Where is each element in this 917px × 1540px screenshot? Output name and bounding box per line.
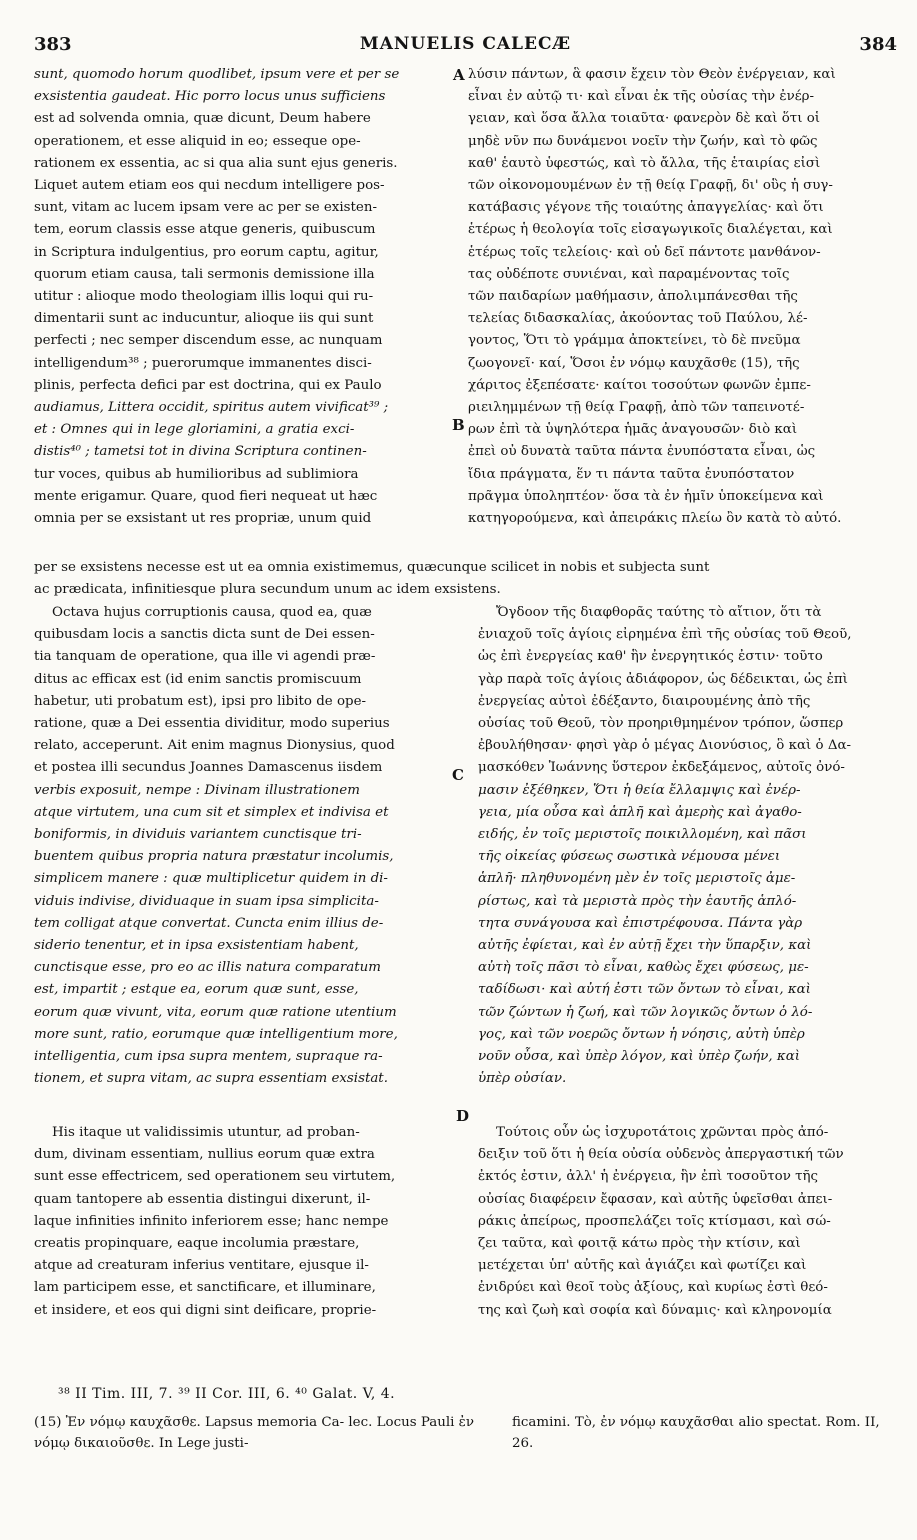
text-line: et : Omnes qui in lege gloriamini, a gratia exci- <box>34 422 355 438</box>
text-line: οὐσίας διαφέρειν ἔφασαν, καὶ αὐτῆς ὑφεῖσθαι ἀπει- <box>478 1191 833 1207</box>
text-line: ἑτέρως τοῖς τελείοις· καὶ οὐ δεῖ πάντοτε μανθάνον- <box>468 244 821 260</box>
text-line: μασιν ἐξέθηκεν, Ὅτι ἡ θεία ἔλλαμψις καὶ ἐνέρ- <box>478 782 801 798</box>
text-line: buentem quibus propria natura præstatur incolumis, <box>34 849 394 865</box>
text-line: τητα συνάγουσα καὶ ἐπιστρέφουσα. Πάντα γὰρ <box>478 915 803 931</box>
text-line: Τούτοις οὖν ὡς ἰσχυροτάτοις χρῶνται πρὸς ἀπό- <box>496 1125 829 1140</box>
text-line: cunctisque esse, pro eo ac illis natura comparatum <box>34 960 381 976</box>
text-line: ρων ἐπὶ τὰ ὑψηλότερα ἡμᾶς ἀναγουσῶν· διὸ καὶ <box>468 422 798 438</box>
text-line: viduis indivise, dividuaque in suam ipsa simplicita- <box>34 893 379 909</box>
margin-marker-a: A <box>453 66 465 84</box>
text-line: tur voces, quibus ab humilioribus ad sublimiora <box>34 466 359 482</box>
text-line: λύσιν πάντων, ἃ φασιν ἔχειν τὸν Θεὸν ἐνέργειαν, καὶ <box>468 67 836 82</box>
text-line: ὡς ἐπὶ ἐνεργείας καθ' ἣν ἐνεργητικός ἐστιν· τοῦτο <box>478 649 823 665</box>
text-line: μασκόθεν Ἰωάννης ὕστερον ἐκδεξάμενος, αὐτοῖς ὀνό- <box>478 760 845 776</box>
text-line: γοντος, Ὅτι τὸ γράμμα ἀποκτείνει, τὸ δὲ πνεῦμα <box>468 333 801 349</box>
text-line: αὐτὴ τοῖς πᾶσι τὸ εἶναι, καθὼς ἔχει φύσεως, με- <box>478 960 809 976</box>
text-line: eorum quæ vivunt, vita, eorum quæ ratione utentium <box>34 1004 397 1020</box>
text-line: operationem, et esse aliquid in eo; esseque ope- <box>34 133 361 149</box>
text-line: μετέχεται ὑπ' αὐτῆς καὶ ἁγιάζει καὶ φωτίζει καὶ <box>478 1258 807 1274</box>
text-line: νοῦν οὖσα, καὶ ὑπὲρ λόγον, καὶ ὑπὲρ ζωήν, καὶ <box>478 1049 801 1065</box>
text-line: Liquet autem etiam eos qui necdum intelligere pos- <box>34 178 385 194</box>
text-line: intelligentia, cum ipsa supra mentem, supraque ra- <box>34 1049 383 1065</box>
latin-column-top <box>34 64 464 530</box>
text-line: τῆς οἰκείας φύσεως σωστικὰ νέμουσα μένει <box>478 849 781 865</box>
text-line: Octava hujus corruptionis causa, quod ea, quæ <box>52 605 372 620</box>
text-line: verbis exposuit, nempe : Divinam illustrationem <box>34 782 360 798</box>
text-line: rationem ex essentia, ac si qua alia sunt ejus generis. <box>34 155 398 171</box>
text-line: πρᾶγμα ὑποληπτέον· ὅσα τὰ ἐν ἡμῖν ὑποκείμενα καὶ <box>468 488 824 504</box>
text-line: κατάβασις γέγονε τῆς τοιαύτης ἀπαγγελίας· καὶ ὅτι <box>468 200 824 216</box>
text-line: γος, καὶ τῶν νοερῶς ὄντων ἡ νόησις, αὐτὴ ὑπὲρ <box>478 1026 805 1042</box>
text-line: κατηγορούμενα, καὶ ἀπειράκις πλείω ὂν κατὰ τὸ αὐτό. <box>468 511 842 527</box>
text-line: τῶν παιδαρίων μαθήμασιν, ἀπολιμπάνεσθαι τῆς <box>468 289 798 305</box>
text-line: ratione, quæ a Dei essentia dividitur, modo superius <box>34 716 390 732</box>
text-line: εἶναι ἐν αὐτῷ τι· καὶ εἶναι ἐκ τῆς οὐσίας τὴν ἐνέρ- <box>468 89 815 105</box>
margin-marker-d: D <box>456 1107 470 1125</box>
text-line: Ὄγδοον τῆς διαφθορᾶς ταύτης τὸ αἴτιον, ὅτι τὰ <box>496 605 822 620</box>
text-line: μηδὲ νῦν πω δυνάμενοι νοεῖν τὴν ζωήν, καὶ τὸ φῶς <box>468 133 818 149</box>
text-line: et postea illi secundus Joannes Damascenus iisdem <box>34 760 383 776</box>
text-line: omnia per se exsistant ut res propriæ, unum quid <box>34 511 372 527</box>
text-line: ἴδια πράγματα, ἕν τι πάντα ταῦτα ἐνυπόστατον <box>468 466 795 482</box>
text-line: boniformis, in dividuis variantem cunctisque tri- <box>34 827 362 843</box>
text-line: atque ad creaturam inferius ventitare, ejusque il- <box>34 1258 369 1274</box>
text-line: ζει ταῦτα, καὶ φοιτᾷ κάτω πρὸς τὴν κτίσιν, καὶ <box>478 1236 801 1252</box>
text-line: τελείας διδασκαλίας, ἀκούοντας τοῦ Παύλου, λέ- <box>468 311 808 327</box>
text-line: tem colligat atque convertat. Cuncta enim illius de- <box>34 915 384 931</box>
text-line: οὐσίας τοῦ Θεοῦ, τὸν προηριθμημένον τρόπον, ὥσπερ <box>478 716 844 732</box>
text-line: ἐνεργείας αὐτοὶ ἐδέξαντο, διαιρουμένης ἀπὸ τῆς <box>478 693 811 709</box>
text-line: sunt, vitam ac lucem ipsam vere ac per se existen- <box>34 200 377 216</box>
text-line: ειδής, ἐν τοῖς μεριστοῖς ποικιλλομένη, καὶ πᾶσι <box>478 827 807 843</box>
running-title: MANUELIS CALECÆ <box>359 34 572 54</box>
text-line: audiamus, Littera occidit, spiritus autem vivificat³⁹ ; <box>34 400 389 416</box>
text-line: γεια, μία οὖσα καὶ ἁπλῆ καὶ ἀμερὴς καὶ ἀγαθο- <box>478 804 802 820</box>
text-line: sunt esse effectricem, sed operationem seu virtutem, <box>34 1169 396 1185</box>
full-width-text <box>34 557 884 601</box>
page-header <box>34 34 897 62</box>
margin-marker-b: B <box>452 416 465 434</box>
text-line: τας οὐδέποτε συνιέναι, καὶ παραμένοντας τοῖς <box>468 266 790 282</box>
greek-column-middle <box>478 602 882 1090</box>
greek-column-bottom <box>478 1122 882 1322</box>
text-line: τῶν οἰκονομουμένων ἐν τῇ θείᾳ Γραφῇ, δι' οὓς ἡ συγ- <box>468 178 833 194</box>
text-line: χάριτος ἐξεπέσατε· καίτοι τοσούτων φωνῶν ἐμπε- <box>468 377 811 393</box>
text-line: ἐκτός ἐστιν, ἀλλ' ἡ ἐνέργεια, ἣν ἐπὶ τοσοῦτον τῆς <box>478 1169 819 1185</box>
text-line: et insidere, et eos qui digni sint deificare, proprie- <box>34 1302 377 1318</box>
text-line: quorum etiam causa, tali sermonis demissione illa <box>34 266 375 282</box>
latin-column-bottom <box>34 1122 454 1322</box>
text-line: mente erigamur. Quare, quod fieri nequeat ut hæc <box>34 488 378 504</box>
text-line: tem, eorum classis esse atque generis, quibuscum <box>34 222 376 238</box>
text-line: est ad solvenda omnia, quæ dicunt, Deum habere <box>34 111 371 127</box>
text-line: distis⁴⁰ ; tametsi tot in divina Scriptura continen- <box>34 444 367 460</box>
text-line: δειξιν τοῦ ὅτι ἡ θεία οὐσία οὐδενὸς ἀπεργαστική τῶν <box>478 1147 844 1163</box>
text-line: perfecti ; nec semper discendum esse, ac nunquam <box>34 333 383 349</box>
text-line: ditus ac efficax est (id enim sanctis promiscuum <box>34 671 362 687</box>
text-line: ac prædicata, infinitiesque plura secundum unum ac idem exsistens. <box>34 582 501 598</box>
text-line: habetur, uti probatum est), ipsi pro libito de ope- <box>34 693 367 709</box>
text-line: intelligendum³⁸ ; puerorumque immanentes disci- <box>34 355 372 371</box>
text-line: ἑτέρως ἡ θεολογία τοῖς εἰσαγωγικοῖς διαλέγεται, καὶ <box>468 222 833 238</box>
text-line: ζωογονεῖ· καί, Ὅσοι ἐν νόμῳ καυχᾶσθε (15), τῆς <box>468 355 800 371</box>
text-line: ριειλημμένων τῇ θείᾳ Γραφῇ, ἀπὸ τῶν ταπεινοτέ- <box>468 400 805 416</box>
text-line: sunt, quomodo horum quodlibet, ipsum vere et per se <box>34 67 400 82</box>
greek-column-top <box>468 64 881 530</box>
text-line: per se exsistens necesse est ut ea omnia existimemus, quæcunque scilicet in nobis et subjecta sunt <box>34 560 710 575</box>
editorial-note-right: ficamini. Τὸ, ἐν νόμῳ καυχᾶσθαι alio spectat. Rom. II, 26. <box>512 1415 880 1451</box>
text-line: creatis propinquare, eaque incolumia præstare, <box>34 1236 360 1252</box>
text-line: ἐνιαχοῦ τοῖς ἁγίοις εἰρημένα ἐπὶ τῆς οὐσίας τοῦ Θεοῦ, <box>478 627 852 643</box>
text-line: quam tantopere ab essentia distingui dixerunt, il- <box>34 1191 371 1207</box>
text-line: lam participem esse, et sanctificare, et illuminare, <box>34 1280 376 1296</box>
text-line: της καὶ ζωὴ καὶ σοφία καὶ δύναμις· καὶ κληρονομία <box>478 1302 832 1318</box>
text-line: τῶν ζώντων ἡ ζωή, καὶ τῶν λογικῶς ὄντων ὁ λό- <box>478 1004 813 1020</box>
margin-marker-c: C <box>452 766 464 784</box>
text-line: dum, divinam essentiam, nullius eorum quæ extra <box>34 1147 375 1163</box>
text-line: exsistentia gaudeat. Hic porro locus unus sufficiens <box>34 89 386 105</box>
text-line: καθ' ἑαυτὸ ὑφεστώς, καὶ τὸ ἄλλα, τῆς ἑταιρίας εἰσὶ <box>468 155 821 171</box>
text-line: αὐτῆς ἐφίεται, καὶ ἐν αὐτῇ ἔχει τὴν ὕπαρξιν, καὶ <box>478 938 812 954</box>
latin-column-middle <box>34 602 454 1090</box>
text-line: relato, acceperunt. Ait enim magnus Dionysius, quod <box>34 738 395 754</box>
text-line: simplicem manere : quæ multiplicetur quidem in di- <box>34 871 388 887</box>
text-line: ράκις ἀπείρως, προσπελάζει τοῖς κτίσμασι, καὶ σώ- <box>478 1213 831 1229</box>
text-line: laque infinities infinito inferiorem esse; hanc nempe <box>34 1213 389 1229</box>
text-line: siderio tenentur, et in ipsa exsistentiam habent, <box>34 938 359 954</box>
text-line: more sunt, ratio, eorumque quæ intelligentium more, <box>34 1026 398 1042</box>
footnotes: ³⁸ II Tim. III, 7. ³⁹ II Cor. III, 6. ⁴⁰ Galat. V, 4. <box>58 1386 396 1402</box>
text-line: ταδίδωσι· καὶ αὐτή ἐστι τῶν ὄντων τὸ εἶναι, καὶ <box>478 982 811 998</box>
text-line: tionem, et supra vitam, ac supra essentiam exsistat. <box>34 1071 388 1087</box>
text-line: tia tanquam de operatione, qua ille vi agendi præ- <box>34 649 376 665</box>
editorial-note-left: (15) Ἐν νόμῳ καυχᾶσθε. Lapsus memoria Ca- lec. Locus Pauli ἐν νόμῳ δικαιοῦσθε. In Lege justi- <box>34 1415 474 1451</box>
text-line: ρίστως, καὶ τὰ μεριστὰ πρὸς τὴν ἑαυτῆς ἁπλό- <box>478 893 797 909</box>
text-line: His itaque ut validissimis utuntur, ad proban- <box>52 1125 360 1140</box>
text-line: atque virtutem, una cum sit et simplex et indivisa et <box>34 804 389 820</box>
text-line: est, impartit ; estque ea, eorum quæ sunt, esse, <box>34 982 359 998</box>
text-line: ἐπεὶ οὐ δυνατὰ ταῦτα πάντα ἐνυπόστατα εἶναι, ὡς <box>468 444 816 460</box>
text-line: ἐνιδρύει καὶ θεοῖ τοὺς ἀξίους, καὶ κυρίως ἐστὶ θεό- <box>478 1280 828 1296</box>
text-line: ἐβουλήθησαν· φησὶ γὰρ ὁ μέγας Διονύσιος, ὃ καὶ ὁ Δα- <box>478 738 852 754</box>
text-line: in Scriptura indulgentius, pro eorum captu, agitur, <box>34 244 379 260</box>
text-line: ἁπλῆ· πληθυνομένη μὲν ἐν τοῖς μεριστοῖς ἀμε- <box>478 871 796 887</box>
text-line: dimentarii sunt ac inducuntur, alioque iis qui sunt <box>34 311 374 327</box>
text-line: γὰρ παρὰ τοῖς ἁγίοις ἀδιάφορον, ὡς δέδεικται, ὡς ἐπὶ <box>478 671 848 687</box>
text-line: plinis, perfecta defici par est doctrina, qui ex Paulo <box>34 377 382 393</box>
page-number-right: 384 <box>859 34 897 55</box>
page-number-left: 383 <box>34 34 72 55</box>
text-line: quibusdam locis a sanctis dicta sunt de Dei essen- <box>34 627 375 643</box>
text-line: utitur : alioque modo theologiam illis loqui qui ru- <box>34 289 374 305</box>
text-line: γειαν, καὶ ὅσα ἄλλα τοιαῦτα· φανερὸν δὲ καὶ ὅτι οἱ <box>468 111 821 127</box>
text-line: ὑπὲρ οὐσίαν. <box>478 1071 567 1087</box>
